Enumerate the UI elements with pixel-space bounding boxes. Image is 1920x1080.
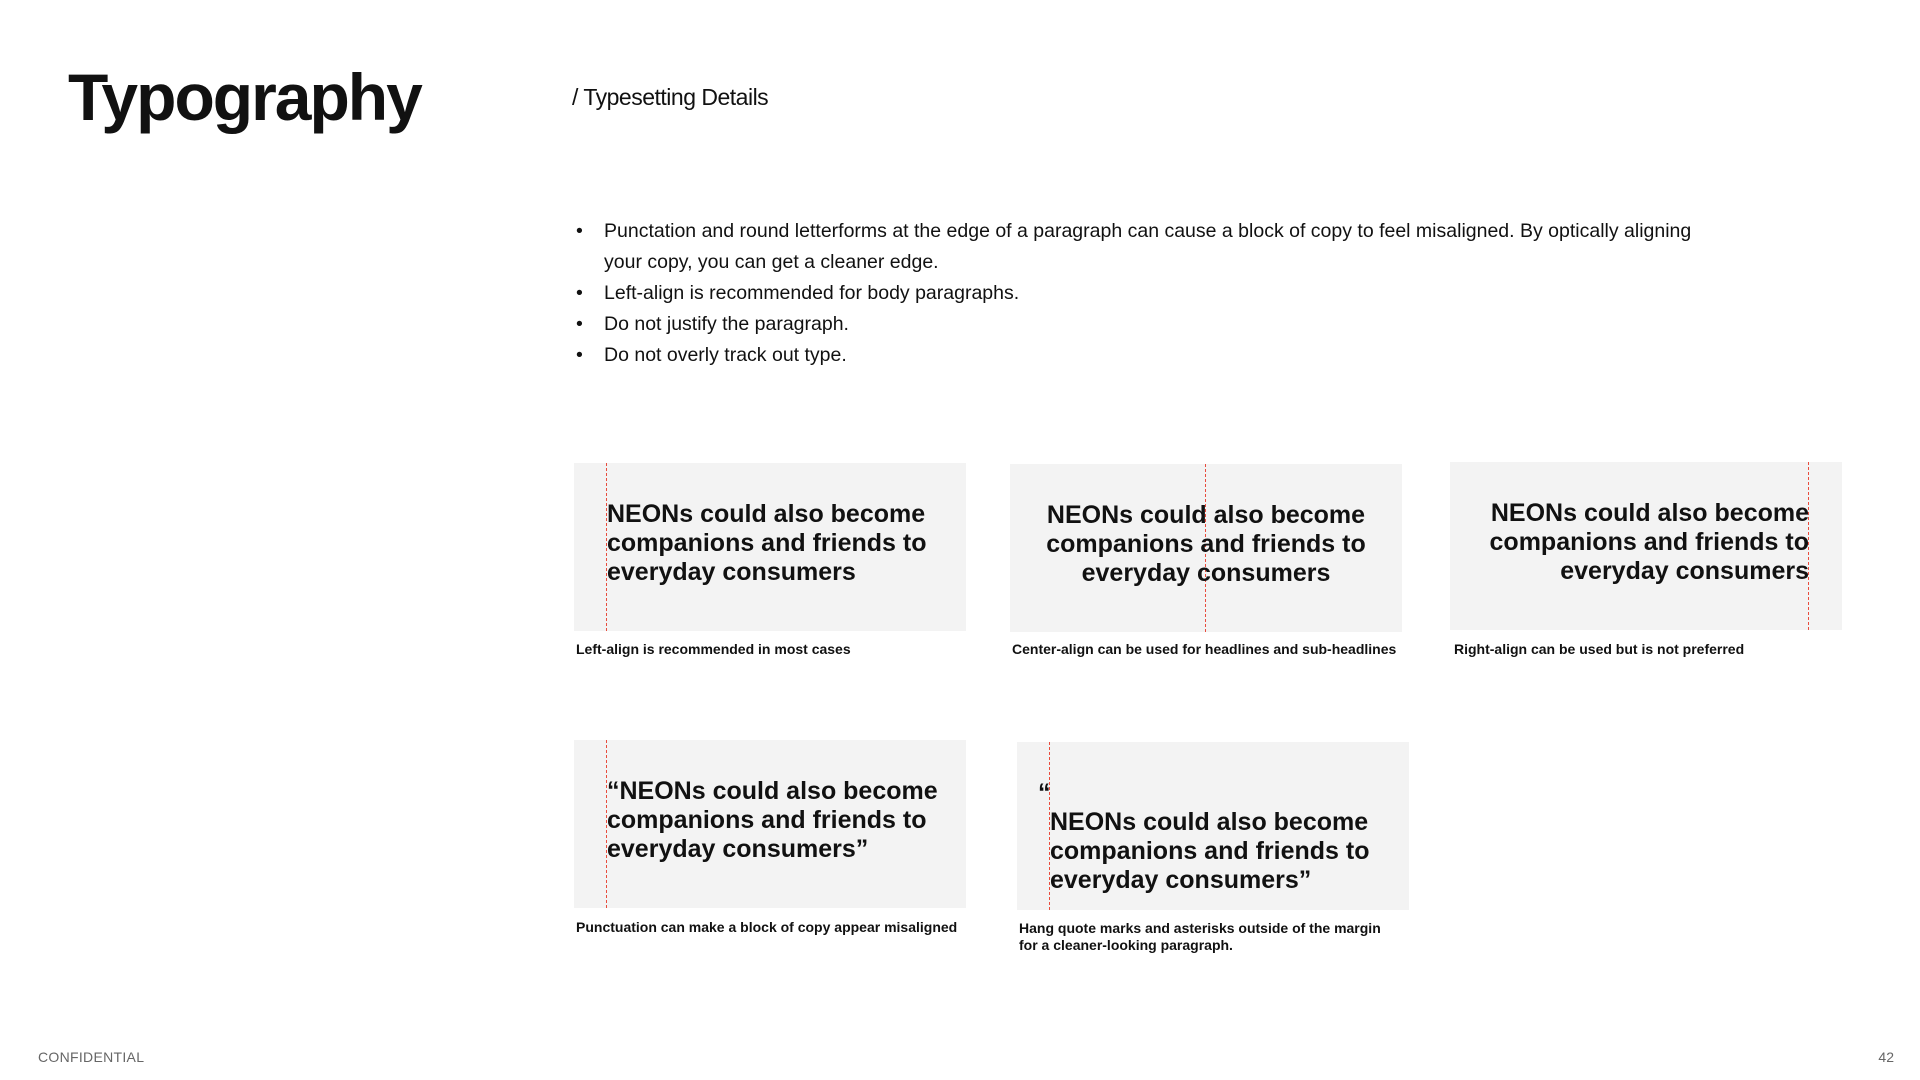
list-item: • Left-align is recommended for body paragraphs. — [574, 278, 1724, 309]
hanging-quote-example-card — [1017, 742, 1409, 910]
center-align-example-card — [1010, 464, 1402, 632]
sample-text-body: NEONs could also become companions and friends to everyday consumers” — [1050, 808, 1370, 894]
bullet-icon: • — [576, 313, 583, 335]
guideline-list — [574, 216, 1724, 371]
list-item: • Do not justify the paragraph. — [574, 309, 1724, 340]
example-caption: Hang quote marks and asterisks outside of the margin for a cleaner-looking paragraph. — [1019, 920, 1381, 953]
left-align-example-card — [574, 463, 966, 631]
bullet-icon: • — [576, 282, 583, 304]
sample-text: “NEONs could also become companions and friends to everyday consumers” — [607, 777, 938, 863]
bullet-icon: • — [576, 344, 583, 366]
example-caption: Right-align can be used but is not preferred — [1454, 641, 1745, 657]
sample-text: NEONs could also become companions and friends to everyday consumers — [1046, 501, 1366, 587]
example-caption: Punctuation can make a block of copy appear misaligned — [576, 919, 958, 935]
bullet-icon: • — [576, 220, 583, 242]
page-title: Typography — [68, 60, 421, 134]
misaligned-quote-example-card — [574, 740, 966, 908]
example-caption: Left-align is recommended in most cases — [576, 641, 851, 657]
list-item: • Punctation and round letterforms at the edge of a paragraph can cause a block of copy to feel misaligned. By optically aligning your copy, you can get a cleaner edge. — [574, 216, 1724, 278]
page-number: 42 — [1878, 1049, 1894, 1065]
sample-text: “ NEONs could also become companions and friends to everyday consumers” — [1038, 779, 1370, 894]
sample-text: NEONs could also become companions and friends to everyday consumers — [607, 500, 927, 586]
example-caption: Center-align can be used for headlines and sub-headlines — [1012, 641, 1397, 657]
list-item: • Do not overly track out type. — [574, 340, 1724, 371]
right-align-example-card — [1450, 462, 1842, 630]
confidential-label: CONFIDENTIAL — [38, 1049, 145, 1065]
page-subtitle: / Typesetting Details — [572, 84, 769, 110]
sample-text: NEONs could also become companions and friends to everyday consumers — [1489, 499, 1809, 585]
